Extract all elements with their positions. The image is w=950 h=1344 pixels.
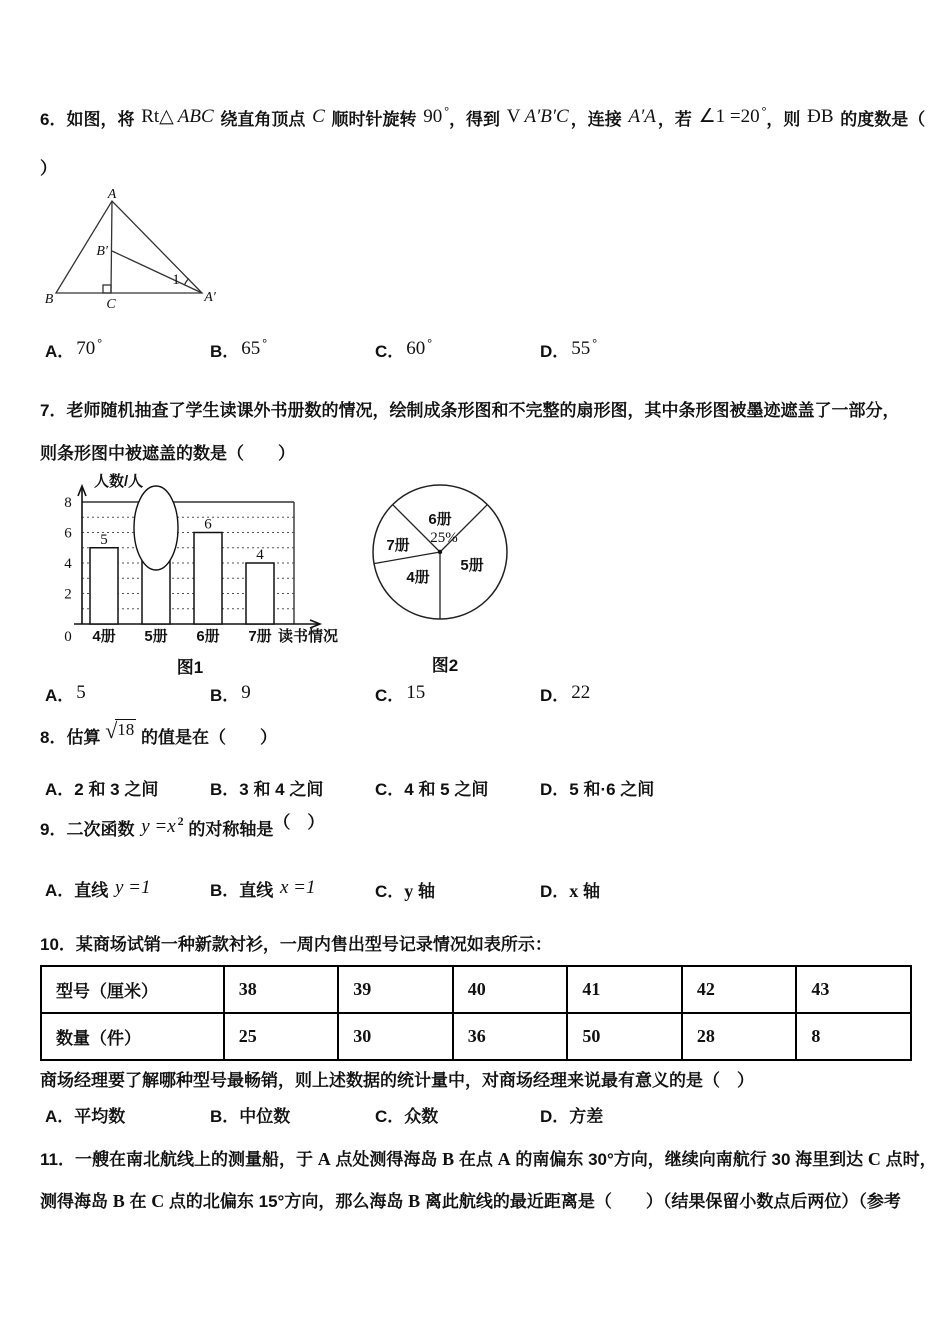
right-angle-mark (103, 285, 111, 293)
y-tick-label: 8 (64, 495, 72, 511)
text-segment: 10．某商场试销一种新款衬衫，一周内售出型号记录情况如表所示： (40, 935, 552, 954)
text-segment: 55 (571, 338, 591, 359)
text-segment: 的值是在（ ） (136, 728, 277, 747)
question-10-stem (40, 931, 912, 959)
text-segment: x (569, 881, 579, 901)
question-7-stem-line-2 (40, 440, 912, 468)
text-segment: A．直线 (45, 881, 113, 900)
text-segment: ° (427, 336, 433, 350)
text-segment: ° (262, 336, 268, 350)
option-a (45, 682, 210, 710)
bar-4册 (90, 548, 118, 624)
option-a (45, 776, 210, 804)
question-7-stem-line-1 (40, 397, 912, 425)
text-segment: ，则 (766, 110, 806, 129)
text-segment: B． (210, 686, 240, 705)
question-10-options (40, 1103, 912, 1131)
segment-BprimeAprime (112, 251, 202, 293)
table-row-quantities (41, 1013, 911, 1060)
option-b (210, 682, 375, 710)
table-cell: 36 (453, 1013, 568, 1060)
text-segment: C． (375, 882, 405, 901)
text-segment: 则条形图中被遮盖的数是（ ） (40, 444, 295, 463)
pie-slice-label-5ce: 5册 (460, 557, 484, 574)
vertex-label-A-prime: A′ (204, 290, 216, 305)
text-segment: y =x (141, 816, 176, 837)
text-segment: C．众数 (375, 1107, 439, 1126)
text-segment: 6．如图，将 (40, 110, 140, 129)
text-segment: A (497, 1149, 511, 1169)
option-b (210, 1103, 375, 1131)
question-6-options (40, 338, 912, 367)
text-segment: C (312, 106, 325, 127)
question-8-stem (40, 718, 912, 752)
triangle-outline (56, 201, 202, 293)
bar-6册 (194, 533, 222, 625)
text-segment: 点的北偏东 15°方向，那么海岛 (164, 1192, 409, 1211)
text-segment: ，得到 (449, 110, 505, 129)
question-11 (40, 1145, 937, 1216)
y-tick-label: 0 (64, 629, 72, 645)
text-segment: B (442, 1149, 455, 1169)
vertex-label-C: C (106, 297, 116, 312)
text-segment: B (408, 1191, 421, 1211)
text-segment: A (317, 1149, 331, 1169)
pie-slice-label-6ce: 6册 (428, 511, 452, 528)
text-segment: A′A (628, 106, 656, 127)
option-d (540, 338, 912, 367)
text-segment: B． (210, 342, 240, 361)
text-segment: 90 (423, 106, 443, 127)
option-b (210, 776, 375, 804)
text-segment: A．2 和 3 之间 (45, 780, 159, 799)
question-10-followup (40, 1067, 912, 1095)
text-segment: 60 (406, 338, 426, 359)
table-cell: 25 (224, 1013, 339, 1060)
text-segment: ° (97, 336, 103, 350)
figure-2-caption: 图2 (431, 656, 459, 675)
text-segment: 测得海岛 (40, 1192, 113, 1211)
text-segment: 8．估算 (40, 728, 106, 747)
text-segment: 11．一艘在南北航线上的测量船，于 (40, 1150, 318, 1169)
table-cell: 数量（件） (41, 1013, 224, 1060)
text-segment: 7．老师随机抽查了学生读课外书册数的情况，绘制成条形图和不完整的扇形图，其中条形图被墨迹遮盖了一部分， (40, 401, 900, 420)
text-segment: 22 (571, 682, 591, 703)
option-a (45, 1103, 210, 1131)
option-c (375, 776, 540, 804)
figure-rotated-triangle (42, 189, 912, 322)
text-segment: x =1 (280, 877, 316, 898)
question-8 (40, 718, 912, 804)
bar-7册 (246, 563, 274, 624)
question-7 (40, 397, 912, 710)
bar-category-label: 4册 (92, 628, 116, 645)
table-cell: 42 (682, 966, 797, 1013)
text-segment: √ (105, 718, 118, 743)
text-segment: ，连接 (570, 110, 627, 129)
text-segment: 点时， (880, 1150, 937, 1169)
text-segment: B．中位数 (210, 1107, 291, 1126)
table-cell: 43 (796, 966, 911, 1013)
question-11-stem-line-1 (40, 1145, 937, 1174)
text-segment: ÐB (807, 106, 834, 127)
option-b (210, 877, 375, 906)
table-cell: 型号（厘米） (41, 966, 224, 1013)
y-tick-label: 4 (64, 556, 72, 572)
bar-category-label: 6册 (196, 628, 220, 645)
angle-1-label: 1 (172, 272, 180, 288)
option-d (540, 776, 912, 804)
question-9-options (40, 877, 912, 906)
text-segment: 的度数是（ (835, 110, 926, 129)
bar-xlabel: 读书情况 (278, 628, 339, 645)
pie-chart-block (360, 472, 530, 676)
question-6 (40, 104, 926, 367)
shirt-sales-table (40, 965, 912, 1061)
option-c (375, 1103, 540, 1131)
question-8-options (40, 776, 912, 804)
text-segment: 18 (117, 720, 135, 739)
text-segment: ABC (177, 106, 214, 127)
text-segment: 绕直角顶点 (215, 110, 311, 129)
text-segment: ，若 (657, 110, 697, 129)
bar-value-label: 5 (100, 531, 108, 548)
pie-center-dot (438, 550, 442, 554)
y-tick-label: 2 (64, 586, 72, 603)
question-10 (40, 931, 912, 1131)
pie-percent-label: 25% (430, 530, 458, 546)
table-cell: 50 (567, 1013, 682, 1060)
text-segment: C． (375, 686, 405, 705)
table-cell: 28 (682, 1013, 797, 1060)
text-segment: C．4 和 5 之间 (375, 780, 489, 799)
option-c (375, 338, 540, 367)
text-segment: 在 (124, 1192, 152, 1211)
text-segment: 2 (177, 814, 184, 828)
text-segment: 9 (241, 682, 251, 703)
angle-1-arc (185, 279, 190, 286)
text-segment: B．3 和 4 之间 (210, 780, 324, 799)
triangle-figure-svg (42, 189, 242, 317)
text-segment: ） (40, 159, 57, 178)
question-7-options (40, 682, 912, 710)
vertex-label-B: B (44, 292, 54, 307)
text-segment: 15 (406, 682, 426, 703)
text-segment: A．平均数 (45, 1107, 126, 1126)
text-segment: A． (45, 686, 75, 705)
table-row-sizes (41, 966, 911, 1013)
text-segment: A． (45, 342, 75, 361)
table-cell: 39 (338, 966, 453, 1013)
table-cell: 41 (567, 966, 682, 1013)
text-segment: B．直线 (210, 881, 278, 900)
text-segment: ∠1 =20 (698, 106, 760, 127)
text-segment: （ ） (273, 813, 325, 832)
text-segment: B (112, 1191, 125, 1211)
pie-chart (360, 472, 530, 644)
segment-AC (111, 201, 112, 293)
option-a (45, 338, 210, 367)
bar-category-label: 5册 (144, 628, 168, 645)
bar-ylabel: 人数/人 (94, 473, 144, 490)
bar-category-label: 7册 (248, 628, 272, 645)
table-cell: 30 (338, 1013, 453, 1060)
text-segment: 的对称轴是 (183, 820, 274, 839)
option-d (540, 682, 912, 710)
text-segment: 在点 (454, 1150, 498, 1169)
bar-chart-block (40, 472, 340, 678)
bar-chart (40, 472, 340, 646)
option-c (375, 877, 540, 906)
option-c (375, 682, 540, 710)
text-segment: D．5 和·6 之间 (540, 780, 655, 799)
ink-blot (134, 486, 178, 570)
text-segment: 离此航线的最近距离是（ ）（结果保留小数点后两位）（参考 (420, 1192, 901, 1211)
vertex-label-A: A (107, 189, 117, 202)
text-segment: 的南偏东 30°方向，继续向南航行 30 海里到达 (510, 1150, 868, 1169)
text-segment: V (506, 106, 521, 127)
text-segment: ° (761, 104, 767, 118)
text-segment: 轴 (413, 882, 436, 901)
text-segment: 轴 (578, 882, 601, 901)
text-segment: y (404, 881, 414, 901)
bar-value-label: 4 (256, 547, 264, 563)
text-segment: C (867, 1149, 881, 1169)
question-6-stem-line-1 (40, 104, 926, 135)
table-cell: 38 (224, 966, 339, 1013)
text-segment: 商场经理要了解哪种型号最畅销，则上述数据的统计量中，对商场经理来说最有意义的是（ ） (40, 1071, 754, 1090)
text-segment: 70 (76, 338, 96, 359)
text-segment: 点处测得海岛 (330, 1150, 443, 1169)
table-cell: 40 (453, 966, 568, 1013)
text-segment: D． (540, 342, 570, 361)
question-11-stem-line-2 (40, 1187, 912, 1216)
option-a (45, 877, 210, 906)
text-segment: A′B′C (524, 106, 569, 127)
text-segment: D． (540, 882, 570, 901)
text-segment: 5 (76, 682, 86, 703)
text-segment: C (151, 1191, 165, 1211)
text-segment: Rt△ (141, 106, 174, 127)
text-segment: D．方差 (540, 1107, 604, 1126)
text-segment: D． (540, 686, 570, 705)
option-b (210, 338, 375, 367)
question-9-stem (40, 813, 912, 845)
vertex-label-B-prime: B′ (96, 244, 108, 259)
figure-1-caption: 图1 (176, 658, 204, 677)
pie-slice-label-7ce: 7册 (386, 537, 410, 554)
table-cell: 8 (796, 1013, 911, 1060)
question-6-stem-line-2 (40, 155, 912, 183)
question-7-figures (40, 472, 912, 678)
question-9 (40, 813, 912, 906)
pie-slice-label-4ce: 4册 (406, 569, 430, 586)
text-segment: y =1 (115, 877, 151, 898)
text-segment: 65 (241, 338, 261, 359)
text-segment: 顺时针旋转 (326, 110, 422, 129)
bar-value-label: 6 (204, 516, 212, 533)
text-segment: ° (592, 336, 598, 350)
option-d (540, 1103, 912, 1131)
text-segment: ° (444, 104, 450, 118)
text-segment: C． (375, 342, 405, 361)
y-tick-label: 6 (64, 525, 72, 542)
text-segment: 9．二次函数 (40, 820, 140, 839)
option-d (540, 877, 912, 906)
